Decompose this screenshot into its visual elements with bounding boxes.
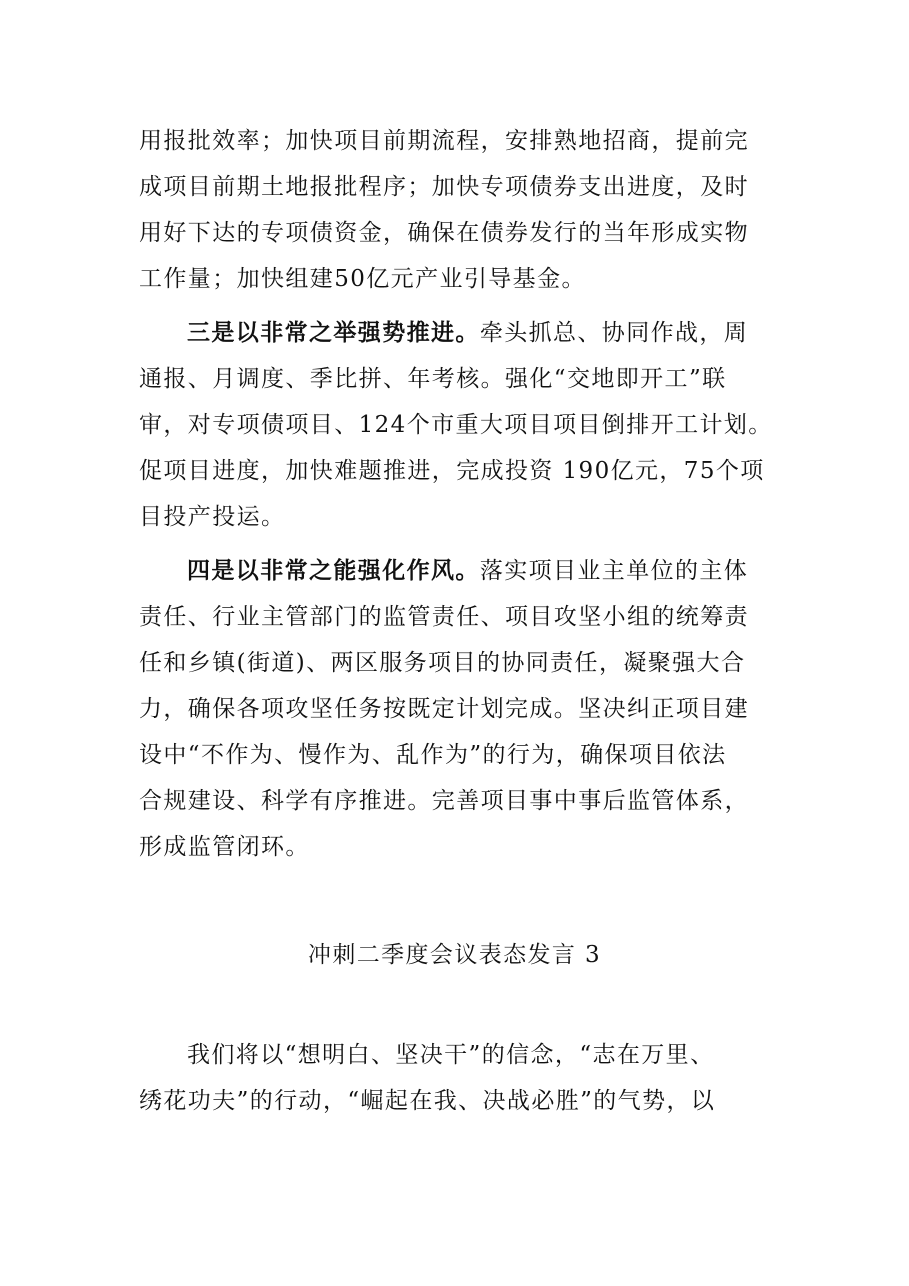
text-line: 任和乡镇(街道)、两区服务项目的协同责任，凝聚强大合 [139,650,746,676]
text-line: 目投产投运。 [139,504,286,530]
section-title: 冲刺二季度会议表态发言 3 [307,942,602,968]
text-line: 通报、月调度、季比拼、年考核。强化“交地即开工”联 [139,366,727,392]
text-line: 我们将以“想明白、坚决干”的信念，“志在万里、 [187,1042,715,1068]
text-line: 用好下达的专项债资金，确保在债券发行的当年形成实物 [139,220,749,246]
text-line: 合规建设、科学有序推进。完善项目事中事后监管体系， [139,788,749,814]
text-line: 用报批效率；加快项目前期流程，安排熟地招商，提前完 [139,128,749,154]
paragraph-point-three [139,310,779,540]
heading-continuation: 落实项目业主单位的主体 [479,558,749,584]
paragraph-heading: 四是以非常之能强化作风。 [187,557,480,584]
paragraph-pledge [139,1032,779,1124]
text-line: 促项目进度，加快难题推进，完成投资 190亿元，75个项 [139,458,765,484]
text-line: 审，对专项债项目、124个市重大项目项目倒排开工计划。 [139,412,773,438]
text-line: 力，确保各项攻坚任务按既定计划完成。坚决纠正项目建 [139,696,749,722]
text-line: 成项目前期土地报批程序；加快专项债券支出进度，及时 [139,174,749,200]
text-line: 绣花功夫”的行动，“崛起在我、决战必胜”的气势，以 [139,1088,716,1114]
text-line [139,310,779,356]
paragraph-heading: 三是以非常之举强势推进。 [187,319,480,346]
paragraph-approval-efficiency [139,118,779,302]
text-line: 责任、行业主管部门的监管责任、项目攻坚小组的统筹责 [139,604,749,630]
paragraph-point-four [139,548,779,870]
heading-continuation: 牵头抓总、协同作战，周 [479,320,749,346]
text-line: 形成监管闭环。 [139,834,310,860]
text-line: 设中“不作为、慢作为、乱作为”的行为，确保项目依法 [139,742,727,768]
text-line [139,548,779,594]
text-line: 工作量；加快组建50亿元产业引导基金。 [139,266,586,292]
